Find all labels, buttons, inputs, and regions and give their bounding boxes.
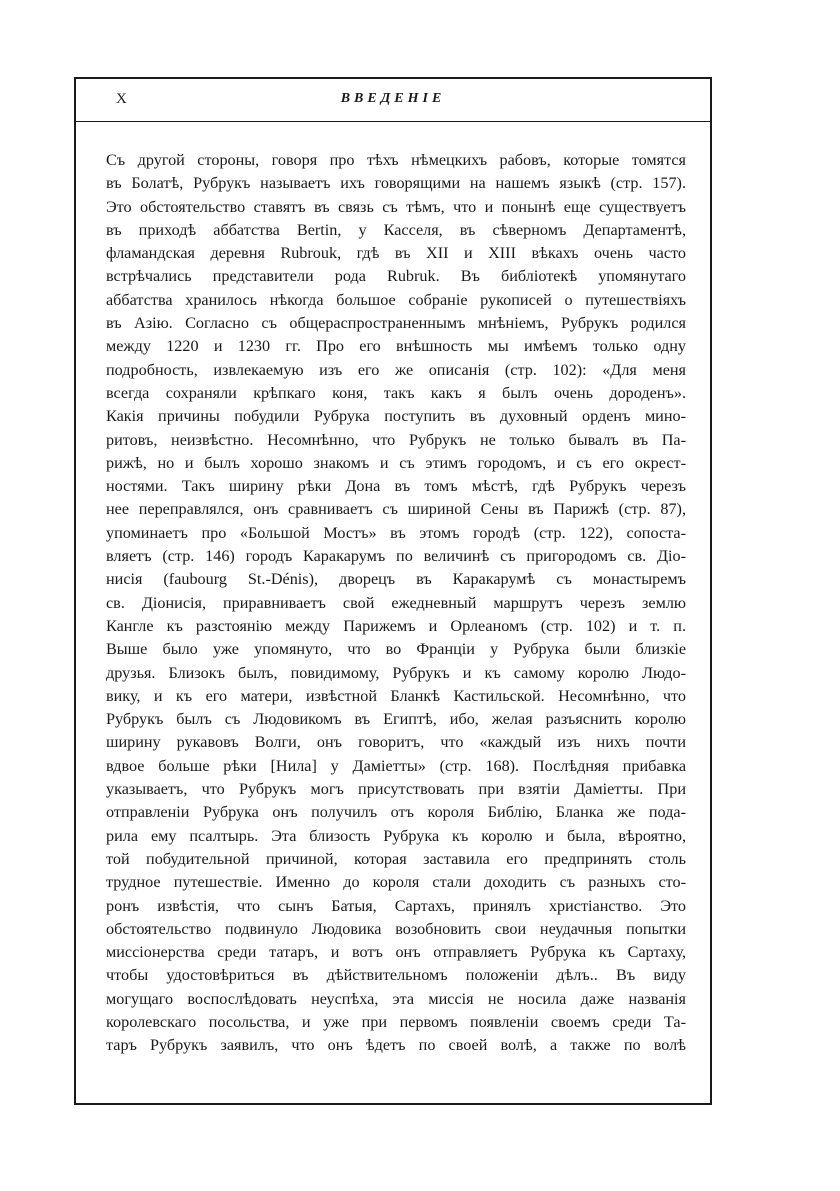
text-line: могущаго воспослѣдовать неуспѣха, эта миссія не носила даже названія [106,989,686,1008]
text-line: между 1220 и 1230 гг. Про его внѣшность мы имѣемъ только одну [106,337,686,356]
text-line: миссіонерства среди татаръ, и вотъ онъ отправляетъ Рубрука къ Сартаху, [106,943,686,962]
text-line: нисія (faubourg St.-Dénis), дворецъ въ Каракарумѣ съ монастыремъ [106,570,686,589]
text-line: друзья. Близокъ былъ, повидимому, Рубрукъ и къ самому королю Людо- [106,663,686,682]
text-line: въ Болатѣ, Рубрукъ называетъ ихъ говорящими на нашемъ языкѣ (стр. 157). [106,174,686,193]
text-line: св. Діонисія, приравниваетъ свой ежедневный маршрутъ черезъ землю [106,593,686,612]
text-line: аббатства хранилось нѣкогда большое собраніе рукописей о путешествіяхъ [106,290,686,309]
text-line: вику, и къ его матери, извѣстной Бланкѣ Кастильской. Несомнѣнно, что [106,686,686,705]
text-line: подробность, извлекаемую изъ его же описанія (стр. 102): «Для меня [106,360,686,379]
text-line: отправленіи Рубрука онъ получилъ отъ короля Библію, Бланка же пода- [106,803,686,822]
text-line: ширину рукавовъ Волги, онъ говоритъ, что «каждый изъ нихъ почти [106,733,686,752]
body-text [106,149,686,1058]
text-line: рила ему псалтырь. Эта близость Рубрука къ королю и была, вѣроятно, [106,826,686,845]
text-line: Это обстоятельство ставятъ въ связь съ тѣмъ, что и понынѣ еще существуетъ [106,197,686,216]
text-line: обстоятельство подвинуло Людовика возобновить свои неудачныя попытки [106,919,686,938]
running-title: ВВЕДЕНІЕ [340,91,446,106]
text-line: вдвое больше рѣки [Нила] у Даміетты» (стр. 168). Послѣдняя прибавка [106,756,686,775]
text-line: въ приходѣ аббатства Bertin, у Касселя, въ сѣверномъ Департаментѣ, [106,220,686,239]
text-line: въ Азію. Согласно съ общераспространеннымъ мнѣніемъ, Рубрукъ родился [106,314,686,333]
text-line: Какія причины побудили Рубрука поступить въ духовный орденъ мино- [106,407,686,426]
page-header [76,79,710,122]
text-line: чтобы удостовѣриться въ дѣйствительномъ положеніи дѣлъ.. Въ виду [106,966,686,985]
text-line: рижѣ, но и былъ хорошо знакомъ и съ этимъ городомъ, и съ его окрест- [106,453,686,472]
text-line: нее переправлялся, онъ сравниваетъ съ шириной Сены въ Парижѣ (стр. 87), [106,500,686,519]
text-line: ронъ извѣстія, что сынъ Батыя, Сартахъ, принялъ христіанство. Это [106,896,686,915]
page-number: X [116,91,128,107]
text-line: вляетъ (стр. 146) городъ Каракарумъ по величинѣ съ пригородомъ св. Діо- [106,547,686,566]
text-line: ностями. Такъ ширину рѣки Дона въ томъ мѣстѣ, гдѣ Рубрукъ черезъ [106,477,686,496]
text-line: таръ Рубрукъ заявилъ, что онъ ѣдетъ по своей волѣ, а также по волѣ [106,1036,686,1055]
text-line: Рубрукъ былъ съ Людовикомъ въ Египтѣ, ибо, желая разъяснить королю [106,710,686,729]
text-line: Съ другой стороны, говоря про тѣхъ нѣмецкихъ рабовъ, которые томятся [106,151,686,169]
text-line: Выше было уже упомянуто, что во Франціи у Рубрука были близкіе [106,640,686,659]
text-line: той побудительной причиной, которая заставила его предпринять столь [106,849,686,868]
page-frame [74,77,712,1105]
text-line: фламандская деревня Rubrouk, гдѣ въ XII и XIII вѣкахъ очень часто [106,244,686,263]
text-line: всегда сохраняли крѣпкаго коня, такъ какъ я былъ очень дороденъ». [106,383,686,402]
text-line: Кангле къ разстоянію между Парижемъ и Орлеаномъ (стр. 102) и т. п. [106,616,686,635]
text-line: королевскаго посольства, и уже при первомъ появленіи своемъ среди Та- [106,1012,686,1031]
text-line: трудное путешествіе. Именно до короля стали доходить съ разныхъ сто- [106,873,686,892]
text-line: ритовъ, неизвѣстно. Несомнѣнно, что Рубрукъ не только бывалъ въ Па- [106,430,686,449]
text-line: упоминаетъ про «Большой Мостъ» въ этомъ городѣ (стр. 122), сопоста- [106,523,686,542]
text-line: встрѣчались представители рода Rubruk. Въ библіотекѣ упомянутаго [106,267,686,286]
text-line: указываетъ, что Рубрукъ могъ присутствовать при взятіи Даміетты. При [106,780,686,799]
